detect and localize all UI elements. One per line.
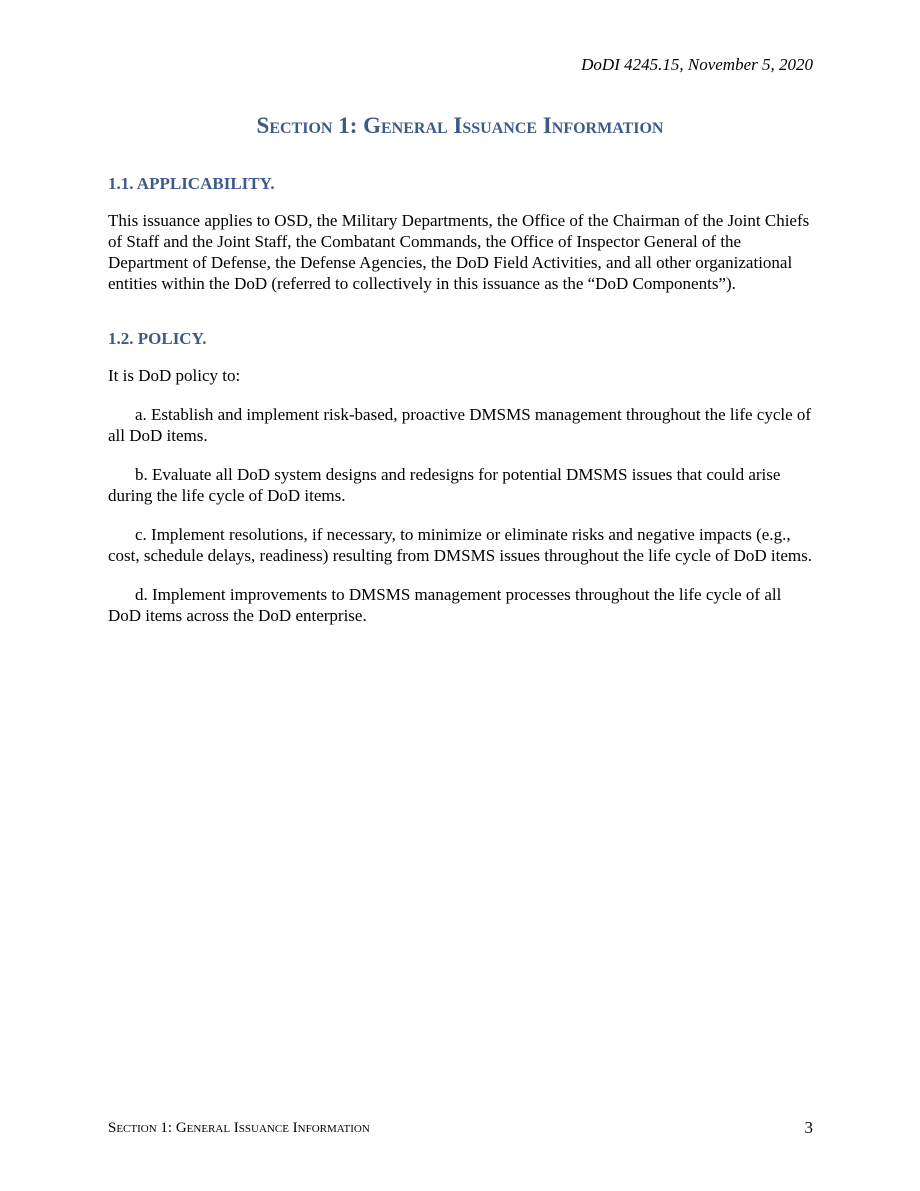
- policy-item-b: b. Evaluate all DoD system designs and redesigns for potential DMSMS issues that could arise during the life cycle of DoD items.: [108, 465, 781, 505]
- applicability-paragraph: This issuance applies to OSD, the Military Departments, the Office of the Chairman of the Joint Chiefs of Staff and the Joint Staff, the Combatant Commands, the Office of Inspector General of the Department of Defense, the Defense Agencies, the DoD Field Activities, and all other organizational entities within the DoD (referred to collectively in this issuance as the “DoD Components”).: [108, 211, 810, 293]
- policy-item-c: c. Implement resolutions, if necessary, to minimize or eliminate risks and negative impacts (e.g., cost, schedule delays, readiness) resulting from DMSMS issues throughout the life cycle of DoD items.: [108, 525, 812, 565]
- running-footer: Section 1: General Issuance Information: [108, 1120, 370, 1136]
- page-number: 3: [804, 1118, 813, 1137]
- section-title: Section 1: General Issuance Information: [256, 113, 664, 138]
- heading-policy: 1.2. POLICY.: [108, 329, 207, 348]
- heading-applicability: 1.1. APPLICABILITY.: [108, 174, 275, 193]
- document-body: [108, 173, 814, 644]
- policy-intro: It is DoD policy to:: [108, 366, 241, 385]
- policy-item-a: a. Establish and implement risk-based, proactive DMSMS management throughout the life cycle of all DoD items.: [108, 405, 812, 445]
- running-header: DoDI 4245.15, November 5, 2020: [581, 55, 813, 74]
- policy-item-d: d. Implement improvements to DMSMS management processes throughout the life cycle of all DoD items across the DoD enterprise.: [108, 585, 782, 625]
